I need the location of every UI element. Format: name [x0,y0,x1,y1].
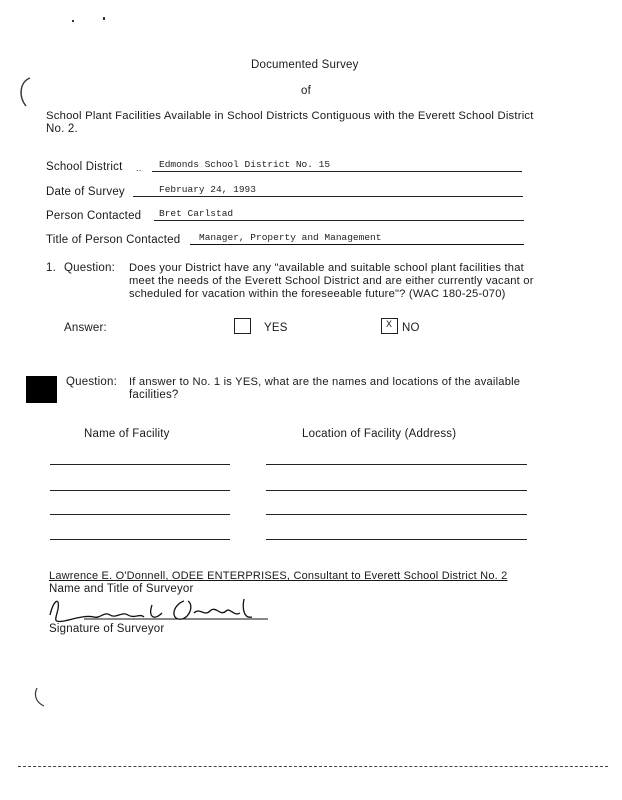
surveyor-name-value: Lawrence E. O'Donnell, ODEE ENTERPRISES, Consultant to Everett School District No. 2 [49,570,508,582]
question1-text-line1: Does your District have any "available and suitable school plant facilities that [129,262,524,274]
scan-speck [103,17,105,20]
school-district-value: Edmonds School District No. 15 [159,159,331,170]
question2-text-line2: facilities? [129,389,179,401]
school-district-label: School District [46,161,123,173]
margin-mark [14,76,34,108]
facility-name-line [50,490,230,491]
facility-name-line [50,514,230,515]
title-of-person-label: Title of Person Contacted [46,234,181,246]
date-of-survey-underline [133,196,523,197]
facility-location-line [266,490,527,491]
facility-location-line [266,464,527,465]
facility-location-column-header: Location of Facility (Address) [302,428,457,440]
facility-location-line [266,539,527,540]
person-contacted-label: Person Contacted [46,210,142,222]
question2-label: Question: [66,376,118,388]
document-subtitle-line2: No. 2. [46,123,78,135]
redacted-number-block [26,376,57,403]
no-label: NO [402,322,420,334]
yes-label: YES [264,322,288,334]
school-district-underline [152,171,522,172]
scan-speck [72,20,74,22]
question1-number: 1. [46,262,56,274]
yes-checkbox[interactable] [234,318,251,334]
document-title: Documented Survey [251,59,359,71]
question1-text-line2: meet the needs of the Everett School District and are either currently vacant or [129,275,534,287]
margin-mark [32,686,48,708]
question1-label: Question: [64,262,116,274]
facility-name-line [50,539,230,540]
document-subtitle-line1: School Plant Facilities Available in School Districts Contiguous with the Everett School District [46,110,534,122]
facility-name-line [50,464,230,465]
document-of: of [301,85,311,97]
label-dot: .. [136,163,142,173]
date-of-survey-label: Date of Survey [46,186,125,198]
person-contacted-underline [154,220,524,221]
surveyor-name-label: Name and Title of Surveyor [49,583,194,595]
facility-location-line [266,514,527,515]
no-checkbox[interactable] [381,318,398,334]
facility-name-column-header: Name of Facility [84,428,170,440]
question2-text-line1: If answer to No. 1 is YES, what are the names and locations of the available [129,376,521,388]
no-checkbox-mark: X [386,320,393,331]
date-of-survey-value: February 24, 1993 [159,184,256,195]
question1-text-line3: scheduled for vacation within the foreseeable future"? (WAC 180-25-070) [129,288,506,300]
title-of-person-value: Manager, Property and Management [199,232,382,243]
scan-bottom-edge [18,766,608,767]
person-contacted-value: Bret Carlstad [159,208,234,219]
answer-label: Answer: [64,322,107,334]
signature-label: Signature of Surveyor [49,623,165,635]
title-of-person-underline [190,244,524,245]
